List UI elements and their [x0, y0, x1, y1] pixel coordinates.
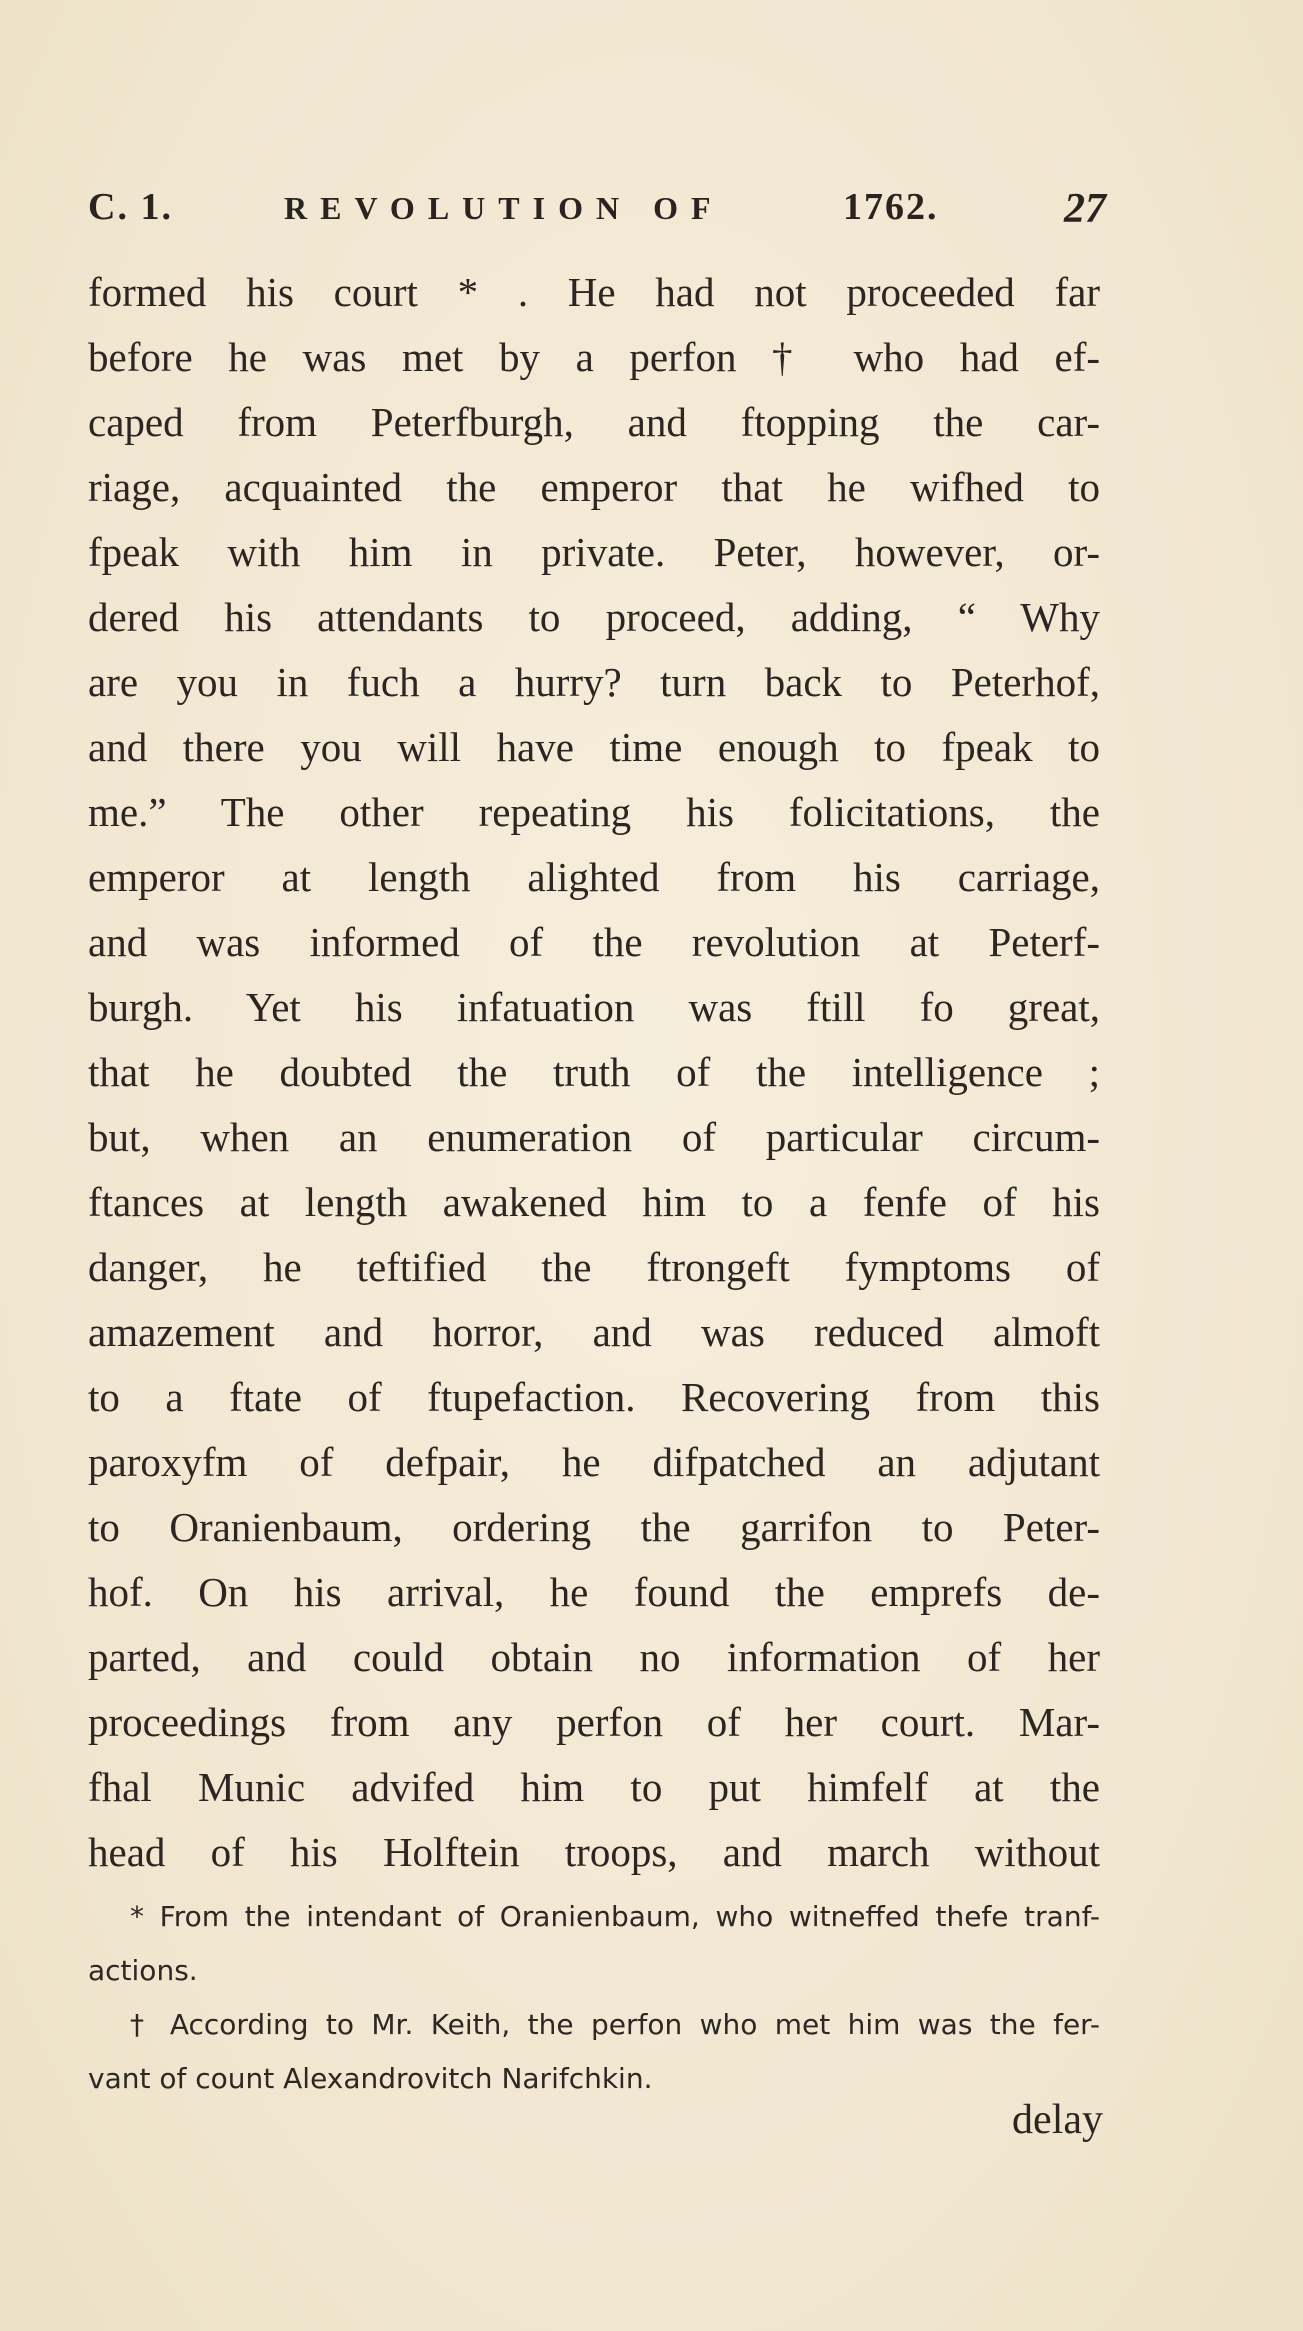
text-line: emperor at length alighted from his carriage,	[88, 854, 1100, 900]
text-line: hof. On his arrival, he found the emprefs de-	[88, 1569, 1100, 1615]
text-line: are you in fuch a hurry? turn back to Peterhof,	[88, 659, 1100, 705]
text-line: and there you will have time enough to fpeak to	[88, 724, 1100, 770]
text-line: ftances at length awakened him to a fenfe of his	[88, 1179, 1100, 1225]
catchword: delay	[1012, 2097, 1103, 2143]
footnotes	[88, 1890, 1100, 2106]
text-line: that he doubted the truth of the intelligence ;	[88, 1049, 1100, 1095]
text-line: before he was met by a perfon † who had ef-	[88, 334, 1100, 380]
text-line: to a ftate of ftupefaction. Recovering from this	[88, 1374, 1100, 1420]
text-line: formed his court * . He had not proceeded far	[88, 269, 1100, 315]
text-line: but, when an enumeration of particular circum-	[88, 1114, 1100, 1160]
footnote-line: vant of count Alexandrovitch Narifchkin.	[88, 2062, 653, 2095]
running-title: REVOLUTION OF	[284, 190, 724, 226]
text-line: danger, he teftified the ftrongeft fymptoms of	[88, 1244, 1100, 1290]
footnote-line: actions.	[88, 1954, 198, 1987]
footnote-line: * From the intendant of Oranienbaum, who witneffed thefe tranf-	[130, 1900, 1100, 1933]
text-line: me.” The other repeating his folicitations, the	[88, 789, 1100, 835]
text-line: and was informed of the revolution at Peterf-	[88, 919, 1100, 965]
text-line: proceedings from any perfon of her court. Mar-	[88, 1699, 1100, 1745]
text-line: dered his attendants to proceed, adding, “ Why	[88, 594, 1100, 640]
running-title-year: 1762.	[843, 186, 939, 228]
page-number: 27	[1064, 186, 1106, 232]
text-line: amazement and horror, and was reduced almoft	[88, 1309, 1100, 1355]
chapter-marker: C. 1.	[88, 186, 173, 228]
text-line: head of his Holftein troops, and march without	[88, 1829, 1100, 1875]
text-line: parted, and could obtain no information of her	[88, 1634, 1100, 1680]
footnote-line: † According to Mr. Keith, the perfon who met him was the fer-	[130, 2008, 1100, 2041]
text-line: burgh. Yet his infatuation was ftill fo great,	[88, 984, 1100, 1030]
body-text	[88, 260, 1100, 1885]
text-line: riage, acquainted the emperor that he wifhed to	[88, 464, 1100, 510]
text-line: caped from Peterfburgh, and ftopping the car-	[88, 399, 1100, 445]
text-line: fpeak with him in private. Peter, however, or-	[88, 529, 1100, 575]
running-head	[88, 185, 1106, 245]
text-line: fhal Munic advifed him to put himfelf at the	[88, 1764, 1100, 1810]
text-line: paroxyfm of defpair, he difpatched an adjutant	[88, 1439, 1100, 1485]
text-line: to Oranienbaum, ordering the garrifon to Peter-	[88, 1504, 1100, 1550]
